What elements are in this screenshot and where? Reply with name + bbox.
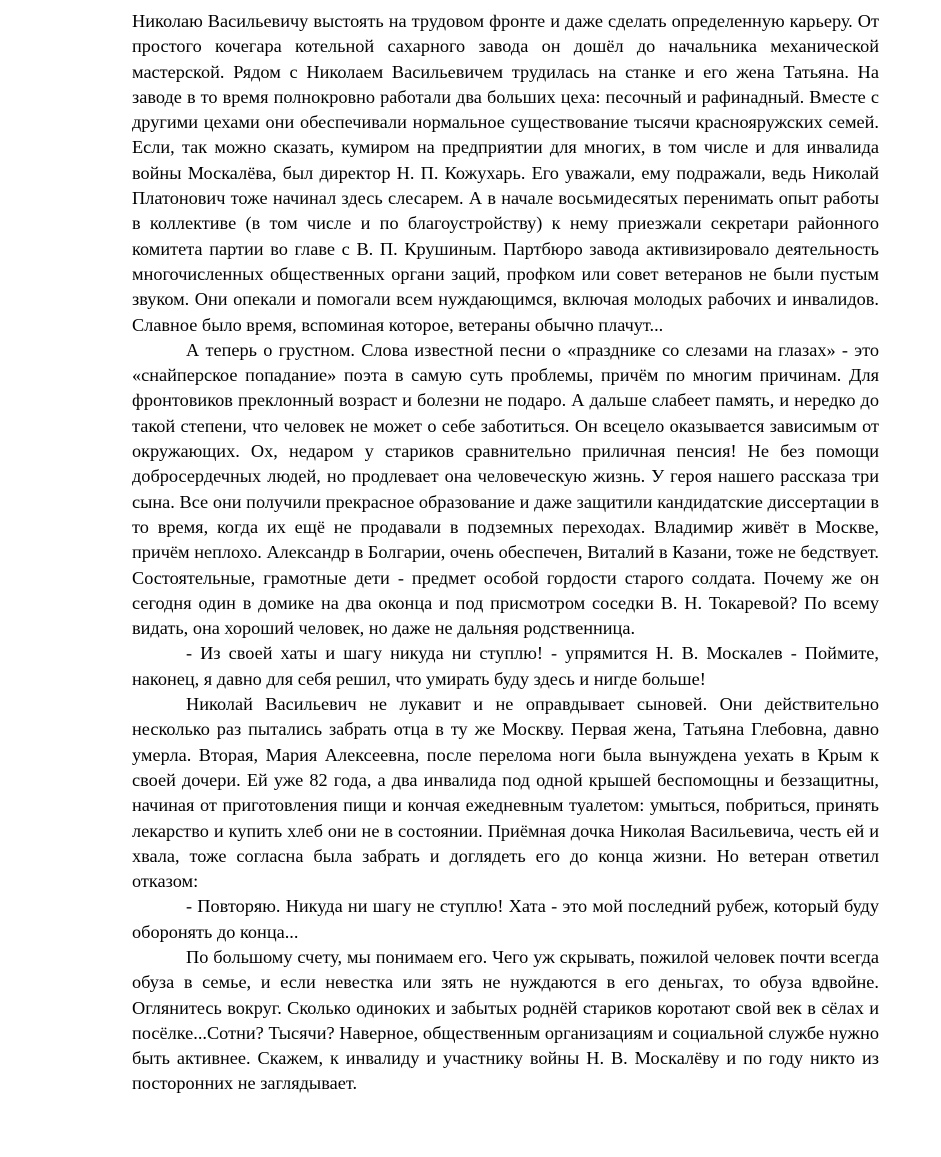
paragraph-5: - Повторяю. Никуда ни шагу не ступлю! Хата - это мой последний рубеж, который буду оборонять до конца... [132,896,879,942]
paragraph-1: Николаю Васильевичу выстоять на трудовом фронте и даже сделать определенную карьеру. От простого кочегара котельной сахарного завода он дошёл до начальника механической мастерской. Рядом с Николаем Васильевичем трудилась на станке и его жена Татьяна. На заводе в то время полнокровно работали два больших цеха: песочный и рафинадный. Вместе с другими цехами они обеспечивали нормальное существование тысячи краснояружских семей. Если, так можно сказать, кумиром на предприятии для многих, в том числе и для инвалида войны Москалёва, был директор Н. П. Кожухарь. Его уважали, ему подражали, ведь Николай Платонович тоже начинал здесь слесарем. А в начале восьмидесятых перенимать опыт работы в коллективе (в том числе и по благоустройству) к нему приезжали секретари районного комитета партии во главе с В. П. Крушиным. Партбюро завода активизировало деятельность многочисленных общественных органи заций, профком или совет ветеранов не были пустым звуком. Они опекали и помогали всем нуждающимся, включая молодых рабочих и инвалидов. Славное было время, вспоминая которое, ветераны обычно плачут... [132,11,879,335]
article-body [132,9,879,1097]
paragraph-2: А теперь о грустном. Слова известной песни о «празднике со слезами на глазах» - это «снайперское попадание» поэта в самую суть проблемы, причём по многим причинам. Для фронтовиков преклонный возраст и болезни не подаро. А дальше слабеет память, и нередко до такой степени, что человек не может о себе заботиться. Он всецело оказывается зависимым от окружающих. Ох, недаром у стариков сравнительно приличная пенсия! Не без помощи добросердечных людей, но продлевает она человеческую жизнь. У героя нашего рассказа три сына. Все они получили прекрасное образование и даже защитили кандидатские диссертации в то время, когда их ещё не продавали в подземных переходах. Владимир живёт в Москве, причём неплохо. Александр в Болгарии, очень обеспечен, Виталий в Казани, тоже не бедствует. Состоятельные, грамотные дети - предмет особой гордости старого солдата. Почему же он сегодня один в домике на два оконца и под присмотром соседки В. Н. Токаревой? По всему видать, она хороший человек, но даже не дальняя родственница. [132,339,879,639]
paragraph-6: По большому счету, мы понимаем его. Чего уж скрывать, пожилой человек почти всегда обуза в семье, и если невестка или зять не нуждаются в его деньгах, то обуза вдвойне. Оглянитесь вокруг. Сколько одиноких и забытых роднёй стариков коротают свой век в сёлах и посёлке...Сотни? Тысячи? Наверное, общественным организациям и социальной службе нужно быть активнее. Скажем, к инвалиду и участнику войны Н. В. Москалёву и по году никто из посторонних не заглядывает. [132,946,879,1094]
paragraph-4: Николай Васильевич не лукавит и не оправдывает сыновей. Они действительно несколько раз пытались забрать отца в ту же Москву. Первая жена, Татьяна Глебовна, давно умерла. Вторая, Мария Алексеевна, после перелома ноги была вынуждена уехать в Крым к своей дочери. Ей уже 82 года, а два инвалида под одной крышей беспомощны и беззащитны, начиная от приготовления пищи и кончая ежедневным туалетом: умыться, побриться, принять лекарство и купить хлеб они не в состоянии. Приёмная дочка Николая Васильевича, честь ей и хвала, тоже согласна была забрать и доглядеть его до конца жизни. Но ветеран ответил отказом: [132,694,879,892]
paragraph-3: - Из своей хаты и шагу никуда ни ступлю! - упрямится Н. В. Москалев - Поймите, наконец, я давно для себя решил, что умирать буду здесь и нигде больше! [132,643,879,689]
